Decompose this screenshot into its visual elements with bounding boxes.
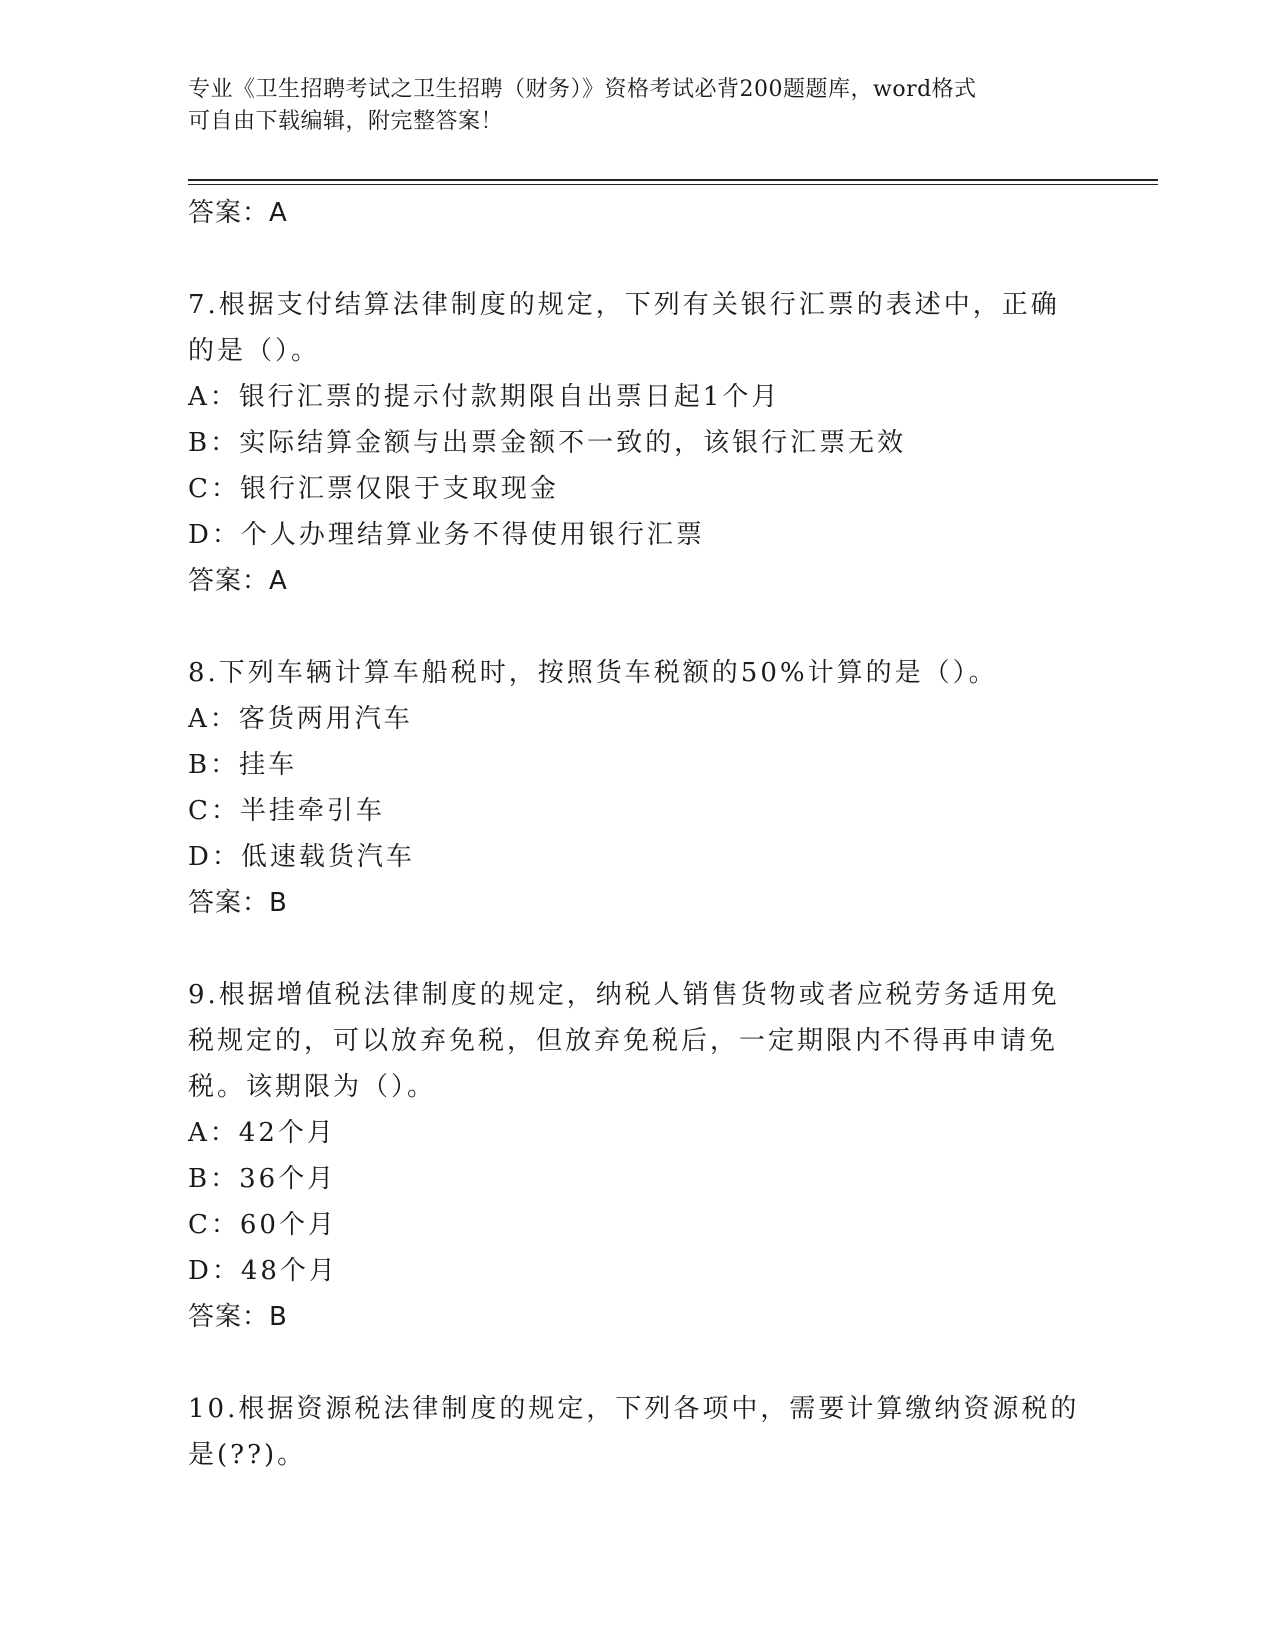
header-rule-thin [188, 184, 1158, 185]
question-stem-line: 税规定的，可以放弃免税，但放弃免税后，一定期限内不得再申请免 [188, 1026, 1059, 1056]
question-stem-line: 是(??)。 [188, 1440, 307, 1470]
option-d: D：低速载货汽车 [188, 842, 415, 872]
answer-line: 答案：A [188, 198, 288, 228]
option-d: D：48个月 [188, 1256, 338, 1286]
question-9 [188, 972, 1088, 1340]
answer-line: 答案：A [188, 566, 288, 596]
answer-line: 答案：B [188, 888, 288, 918]
option-a: A：银行汇票的提示付款期限自出票日起1个月 [188, 382, 781, 412]
question-stem-line: 税。该期限为（）。 [188, 1072, 437, 1102]
answer-line: 答案：B [188, 1302, 288, 1332]
option-c: C：银行汇票仅限于支取现金 [188, 474, 559, 504]
option-a: A：42个月 [188, 1118, 336, 1148]
header-rule-thick [188, 179, 1158, 181]
question-stem-line: 的是（）。 [188, 336, 321, 366]
question-stem-line: 10.根据资源税法律制度的规定，下列各项中，需要计算缴纳资源税的 [188, 1394, 1080, 1424]
question-7 [188, 282, 1088, 604]
option-b: B：36个月 [188, 1164, 337, 1194]
header-line-2: 可自由下载编辑，附完整答案！ [188, 109, 504, 134]
document-header [188, 74, 1068, 138]
option-d: D：个人办理结算业务不得使用银行汇票 [188, 520, 705, 550]
question-10 [188, 1386, 1088, 1478]
question-stem-line: 7.根据支付结算法律制度的规定，下列有关银行汇票的表述中，正确 [188, 290, 1060, 320]
question-stem-line: 8.下列车辆计算车船税时，按照货车税额的50%计算的是（）。 [188, 658, 998, 688]
document-body [188, 190, 1088, 1478]
option-c: C：60个月 [188, 1210, 337, 1240]
question-stem-line: 9.根据增值税法律制度的规定，纳税人销售货物或者应税劳务适用免 [188, 980, 1060, 1010]
option-a: A：客货两用汽车 [188, 704, 413, 734]
option-b: B：挂车 [188, 750, 298, 780]
question-8 [188, 650, 1088, 926]
option-b: B：实际结算金额与出票金额不一致的，该银行汇票无效 [188, 428, 907, 458]
header-line-1: 专业《卫生招聘考试之卫生招聘（财务）》资格考试必背200题题库，word格式 [188, 77, 977, 102]
option-c: C：半挂牵引车 [188, 796, 385, 826]
